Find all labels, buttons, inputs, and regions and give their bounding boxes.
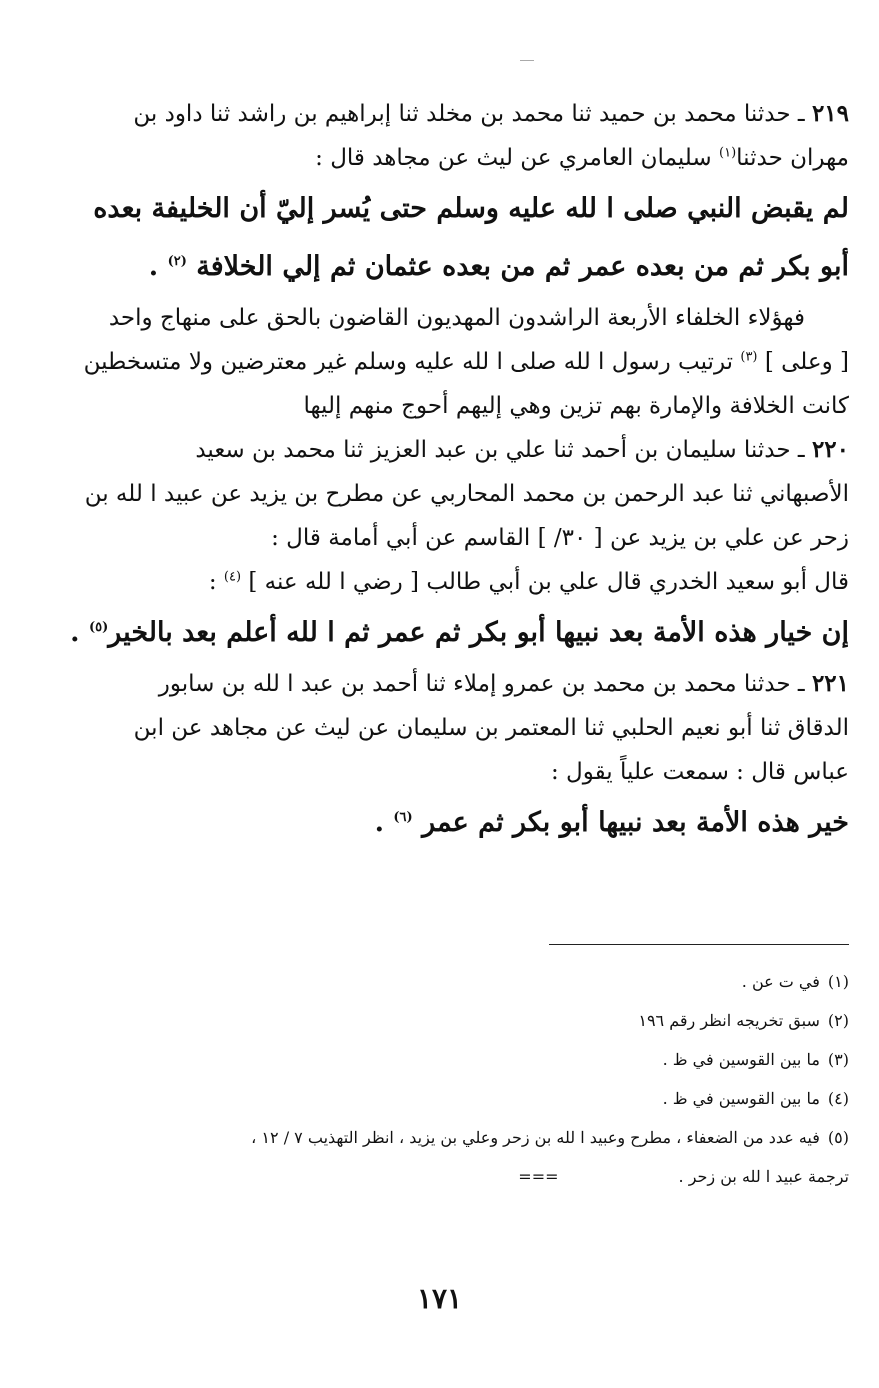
matn-text: إن خيار هذه الأمة بعد نبيها أبو بكر ثم عمر ثم ا لله أعلم بعد بالخير: [108, 617, 849, 648]
footnote-number: (١): [827, 972, 849, 991]
footnote-text: ما بين القوسين في ظ .: [662, 1050, 820, 1069]
footnote-number: (٢): [827, 1011, 849, 1030]
separator-mark: ===: [518, 1167, 559, 1186]
commentary-line-1: فهؤلاء الخلفاء الأربعة الراشدون المهديون القاضون بالحق على منهاج واحد: [108, 305, 805, 331]
footnote-number: (٣): [827, 1050, 849, 1069]
footnote-number: (٥): [827, 1128, 849, 1147]
hadith-text: ـ حدثنا محمد بن محمد بن عمرو إملاء ثنا أحمد بن عبد ا لله بن سابور: [158, 671, 805, 697]
footnote-text: فيه عدد من الضعفاء ، مطرح وعبيد ا لله بن زحر وعلي بن يزيد ، انظر التهذيب ٧ / ١٢ ،: [251, 1128, 820, 1147]
hadith-221-matn-1: [48, 794, 849, 852]
matn-end: .: [148, 251, 159, 282]
hadith-text: :: [208, 569, 217, 595]
hadith-number: ٢٢٠: [811, 436, 849, 463]
footnote-4: [48, 1079, 849, 1118]
matn-text: أبو بكر ثم من بعده عمر ثم من بعده عثمان ثم إلي الخلافة: [196, 251, 849, 282]
footnote-5: [48, 1118, 849, 1157]
matn-end: .: [374, 807, 384, 838]
hadith-text: ـ حدثنا سليمان بن أحمد ثنا علي بن عبد العزيز ثنا محمد بن سعيد: [195, 437, 805, 463]
commentary-line-2: [48, 340, 849, 384]
hadith-221-line-3: عباس قال : سمعت علياً يقول :: [551, 759, 849, 785]
hadith-number: ٢١٩: [811, 100, 849, 127]
hadith-220-line-3: زحر عن علي بن يزيد عن [ ٣٠/ ] القاسم عن أبي أمامة قال :: [271, 525, 849, 551]
hadith-text: قال أبو سعيد الخدري قال علي بن أبي طالب [ رضي ا لله عنه ]: [248, 569, 849, 595]
footnote-ref: (٣): [740, 349, 758, 365]
footnotes: [48, 962, 849, 1196]
hadith-number: ٢٢١: [811, 670, 849, 697]
footnote-ref: (٥): [88, 620, 109, 635]
hadith-text: مهران حدثنا: [736, 145, 849, 171]
hadith-220-line-1: [48, 428, 849, 472]
hadith-219-matn-2: [48, 238, 849, 296]
hadith-219-line-1: [48, 92, 849, 136]
footnote-text: في ت عن .: [741, 972, 820, 991]
footnote-ref: (٤): [223, 569, 242, 585]
footnote-text: ما بين القوسين في ظ .: [662, 1089, 820, 1108]
matn-end: .: [70, 617, 80, 648]
hadith-219-matn-1: لم يقبض النبي صلى ا لله عليه وسلم حتى يُسر إليّ أن الخليفة بعده: [93, 193, 849, 224]
hadith-220-line-2: الأصبهاني ثنا عبد الرحمن بن محمد المحاربي عن مطرح بن يزيد عن عبيد ا لله بن: [84, 481, 849, 507]
hadith-text: سليمان العامري عن ليث عن مجاهد قال :: [315, 145, 712, 171]
footnote-ref: (٦): [393, 810, 413, 825]
footnote-text: سبق تخريجه انظر رقم ١٩٦: [638, 1011, 820, 1030]
footnote-5-continued: [48, 1157, 849, 1196]
commentary-text: [ وعلى ]: [764, 349, 849, 375]
footnote-ref: (٢): [167, 254, 187, 269]
hadith-text: ـ حدثنا محمد بن حميد ثنا محمد بن مخلد ثنا إبراهيم بن راشد ثنا داود بن: [133, 101, 805, 127]
footnote-2: [48, 1001, 849, 1040]
commentary-line-3: كانت الخلافة والإمارة بهم تزين وهي إليهم أحوج منهم إليها: [303, 393, 849, 419]
footnote-text: ترجمة عبيد ا لله بن زحر .: [678, 1167, 849, 1186]
footnote-divider: [549, 944, 849, 945]
page-number: ١٧١: [416, 1282, 463, 1315]
hadith-219-line-2: [48, 136, 849, 180]
footnote-3: [48, 1040, 849, 1079]
footnote-number: (٤): [827, 1089, 849, 1108]
hadith-221-line-1: [48, 662, 849, 706]
scan-mark: [520, 60, 534, 61]
footnote-1: [48, 962, 849, 1001]
commentary-text: ترتيب رسول ا لله صلى ا لله عليه وسلم غير معترضين ولا متسخطين: [83, 349, 734, 375]
hadith-220-line-4: [48, 560, 849, 604]
hadith-220-matn-1: [48, 604, 849, 662]
footnote-ref: (١): [719, 145, 737, 161]
matn-text: خير هذه الأمة بعد نبيها أبو بكر ثم عمر: [422, 807, 849, 838]
hadith-221-line-2: الدقاق ثنا أبو نعيم الحلبي ثنا المعتمر بن سليمان عن ليث عن مجاهد عن ابن: [133, 715, 849, 741]
